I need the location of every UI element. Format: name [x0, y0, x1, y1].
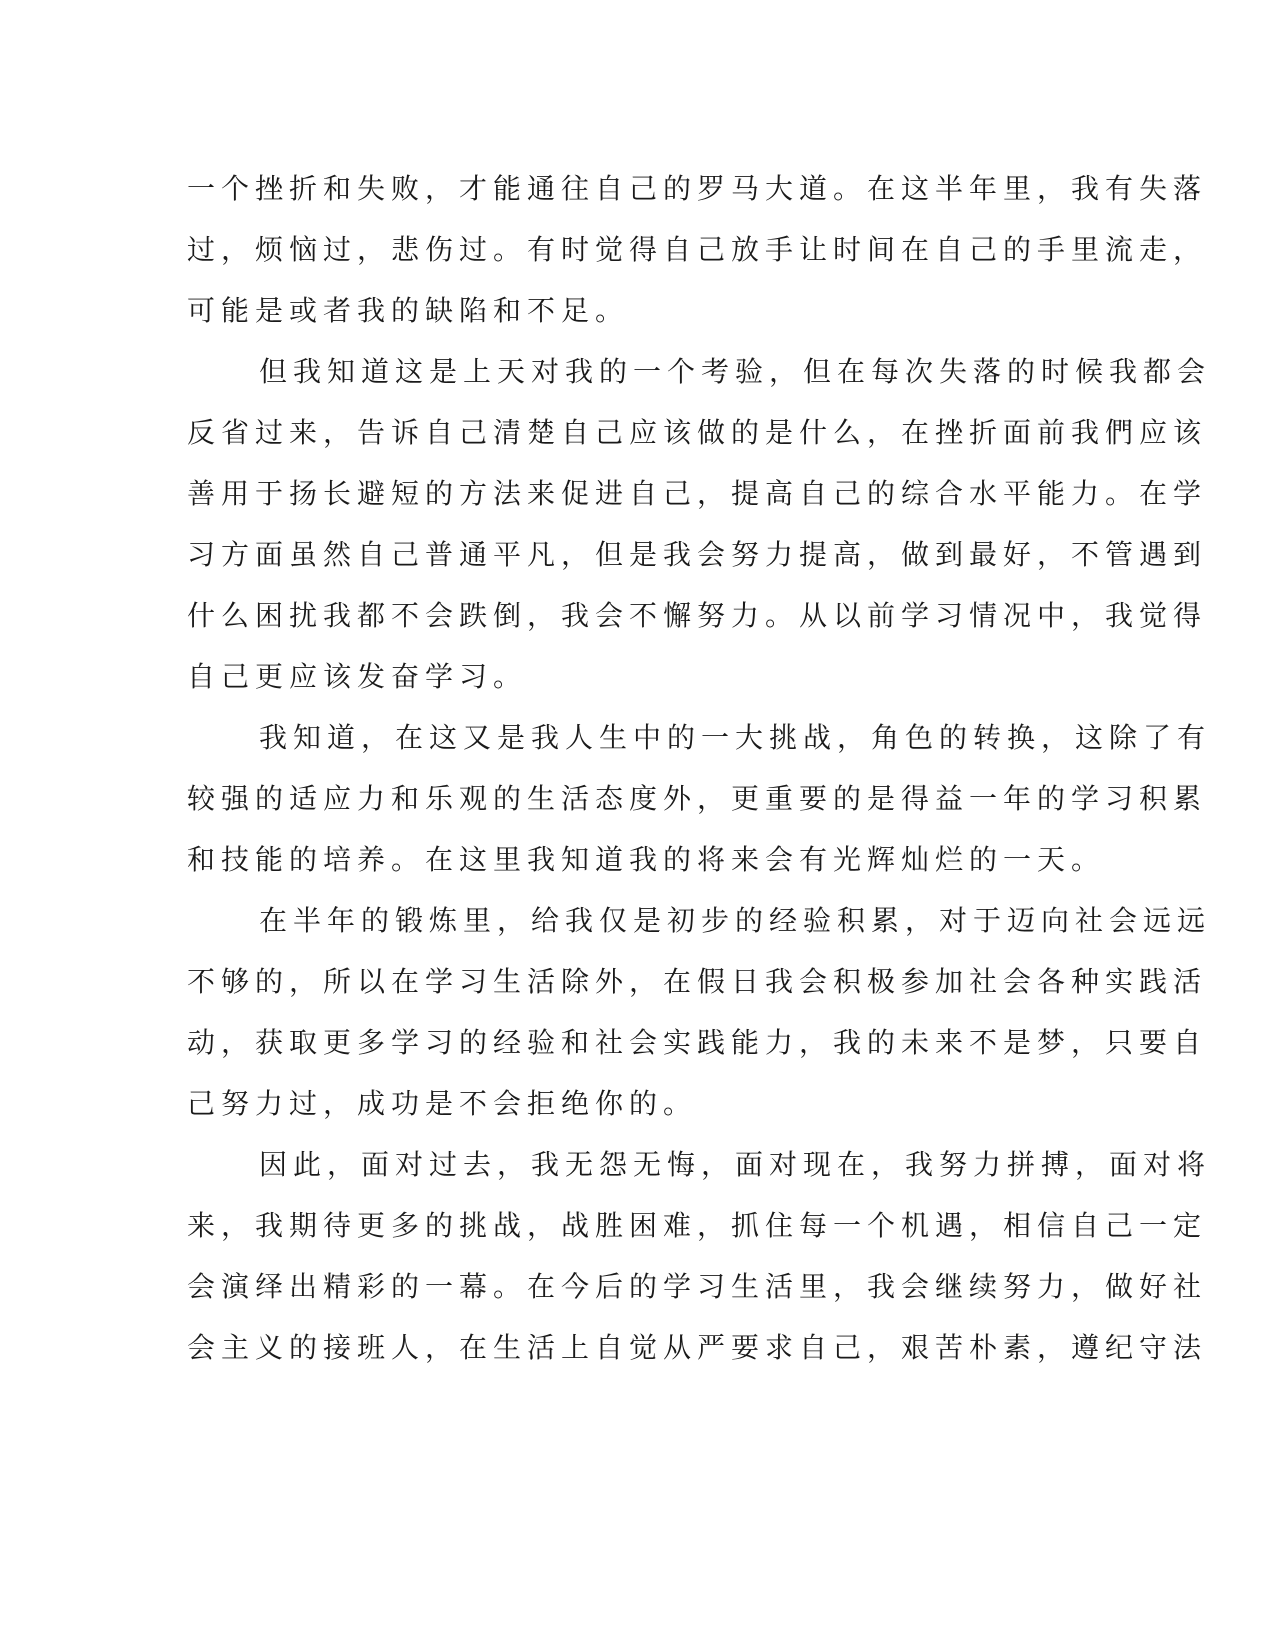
text-line: 会主义的接班人，在生活上自觉从严要求自己，艰苦朴素，遵纪守法 — [187, 1331, 1208, 1364]
paragraph-first-line: 但我知道这是上天对我的一个考验，但在每次失落的时候我都会 — [259, 355, 1212, 388]
text-line: 善用于扬长避短的方法来促进自己，提高自己的综合水平能力。在学 — [187, 477, 1208, 510]
body-text — [187, 158, 1212, 1378]
text-line: 己努力过，成功是不会拒绝你的。 — [187, 1087, 698, 1120]
paragraph-first-line: 在半年的锻炼里，给我仅是初步的经验积累，对于迈向社会远远 — [259, 904, 1212, 937]
text-line: 较强的适应力和乐观的生活态度外，更重要的是得益一年的学习积累 — [187, 782, 1208, 815]
text-line: 什么困扰我都不会跌倒，我会不懈努力。从以前学习情况中，我觉得 — [187, 599, 1208, 632]
text-line: 一个挫折和失败，才能通往自己的罗马大道。在这半年里，我有失落 — [187, 172, 1208, 205]
text-line: 动，获取更多学习的经验和社会实践能力，我的未来不是梦，只要自 — [187, 1026, 1208, 1059]
text-line: 会演绎出精彩的一幕。在今后的学习生活里，我会继续努力，做好社 — [187, 1270, 1208, 1303]
text-line: 和技能的培养。在这里我知道我的将来会有光辉灿烂的一天。 — [187, 843, 1106, 876]
paragraph-first-line: 因此，面对过去，我无怨无悔，面对现在，我努力拼搏，面对将 — [259, 1148, 1212, 1181]
paragraph-first-line: 我知道，在这又是我人生中的一大挑战，角色的转换，这除了有 — [259, 721, 1212, 754]
text-line: 来，我期待更多的挑战，战胜困难，抓住每一个机遇，相信自己一定 — [187, 1209, 1208, 1242]
text-line: 习方面虽然自己普通平凡，但是我会努力提高，做到最好，不管遇到 — [187, 538, 1208, 571]
text-line: 不够的，所以在学习生活除外，在假日我会积极参加社会各种实践活 — [187, 965, 1208, 998]
text-line: 自己更应该发奋学习。 — [187, 660, 528, 693]
text-line: 过，烦恼过，悲伤过。有时觉得自己放手让时间在自己的手里流走， — [187, 233, 1208, 266]
text-line: 反省过来，告诉自己清楚自己应该做的是什么，在挫折面前我們应该 — [187, 416, 1208, 449]
text-line: 可能是或者我的缺陷和不足。 — [187, 294, 630, 327]
